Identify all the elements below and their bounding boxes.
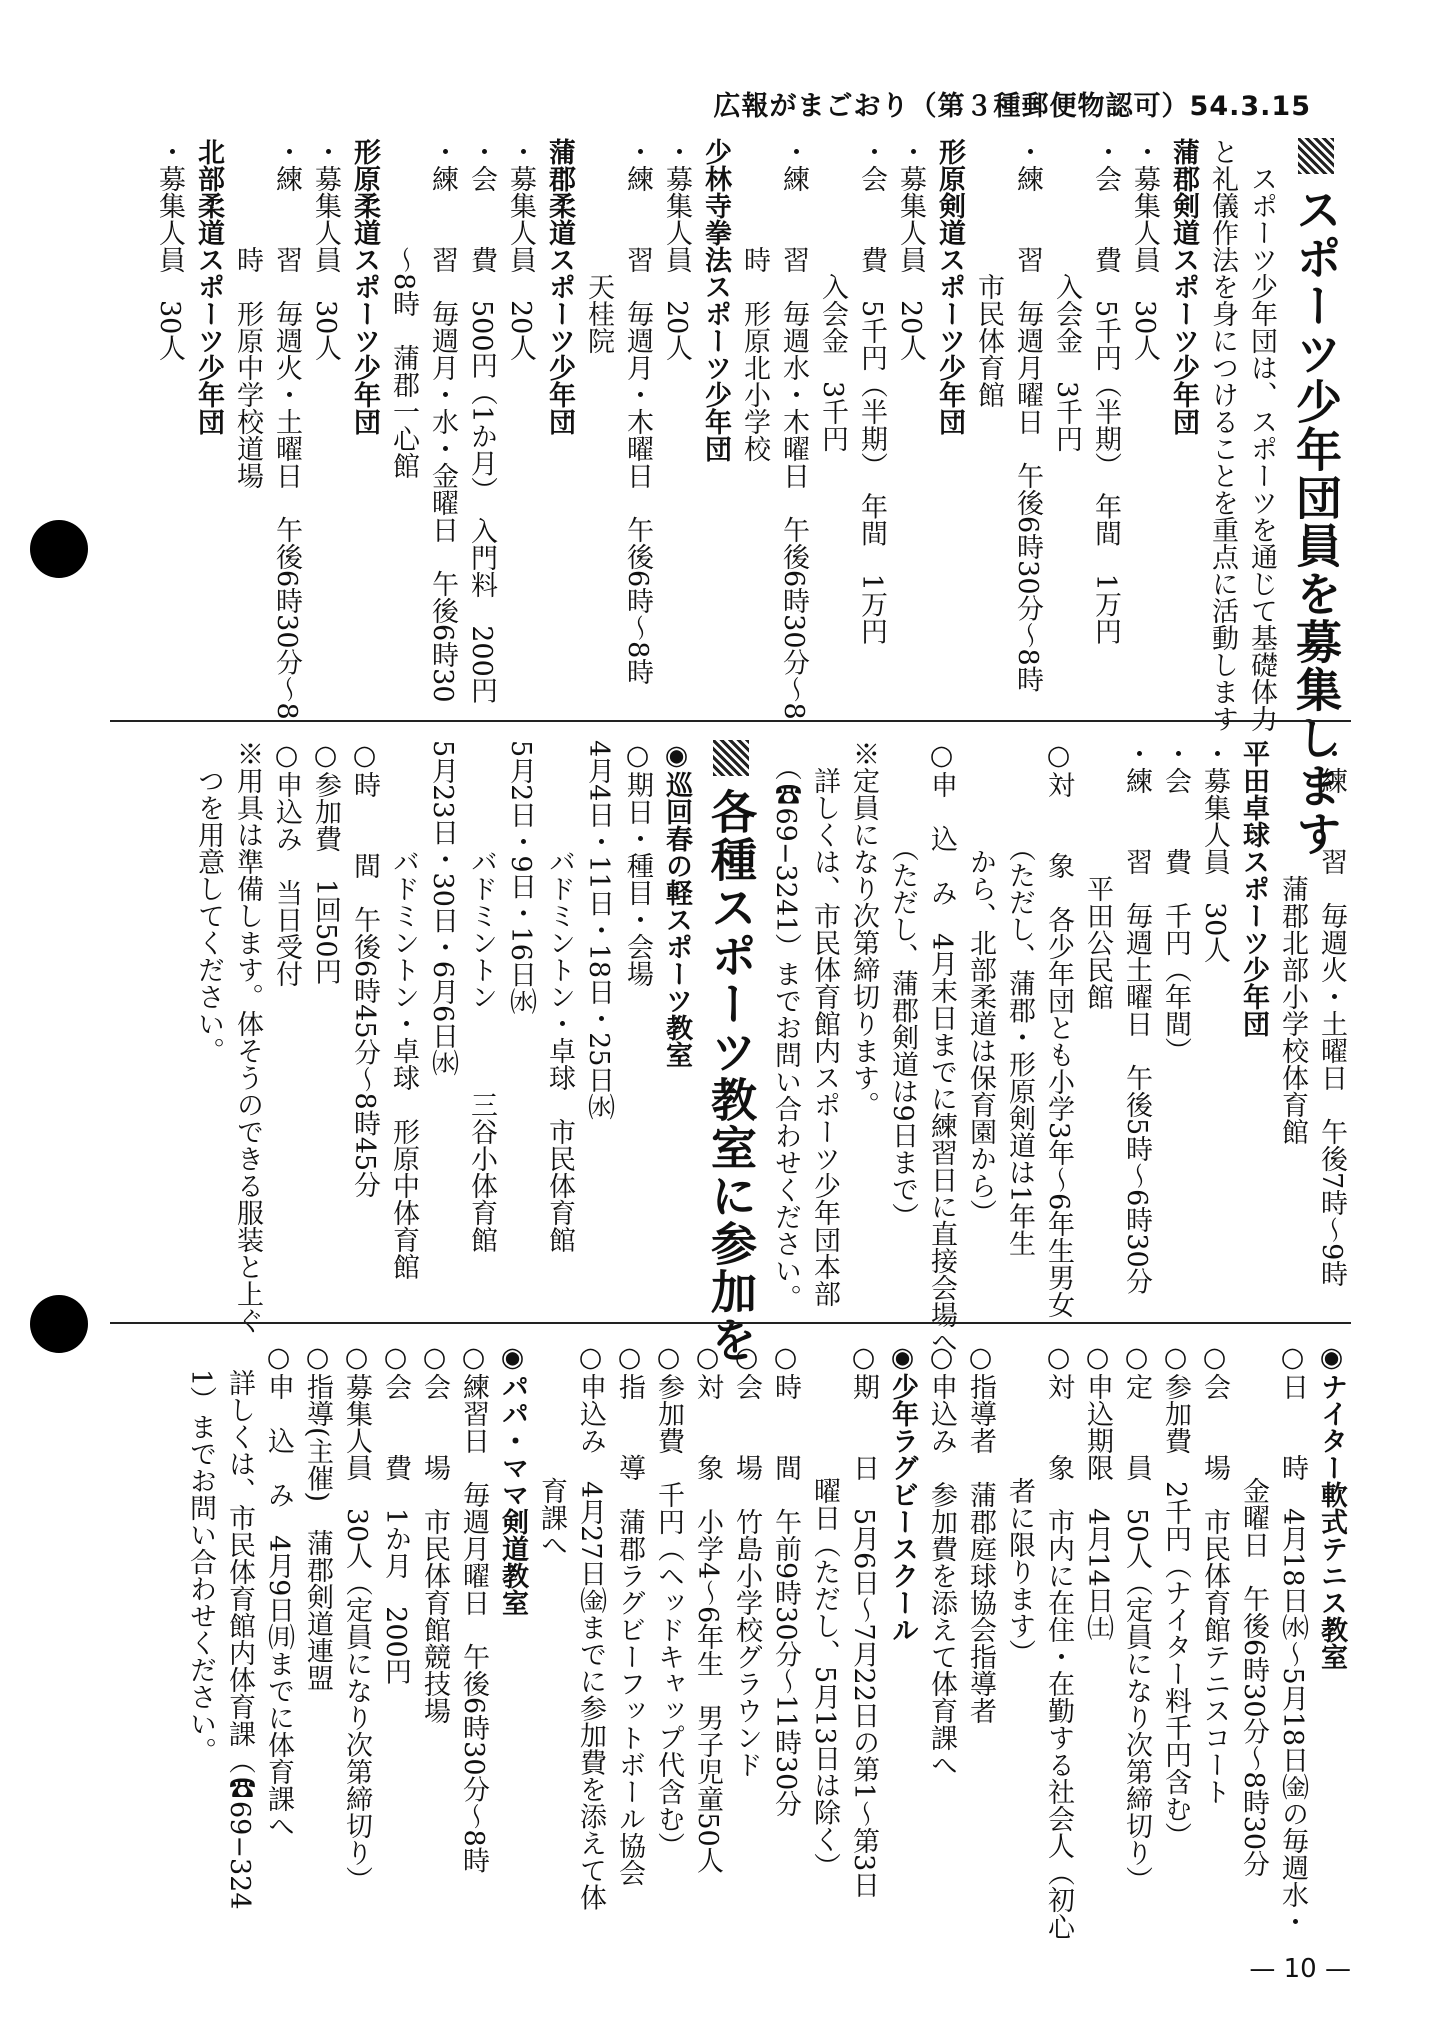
text-line: バドミントン 三谷小体育館 xyxy=(466,740,497,1253)
text-line: ○時 間 午前9時30分〜11時30分 xyxy=(770,1342,801,1818)
text-line: ・練 習 毎週月曜日 午後6時30分〜8時 xyxy=(1012,138,1043,693)
text-line: スポーツ少年団は、スポーツを通じて基礎体力 xyxy=(1246,138,1277,732)
text-line: ○定 員 50人（定員になり次第締切り） xyxy=(1121,1342,1152,1894)
section-title: スポーツ少年団員を募集します xyxy=(1281,138,1351,698)
text-line: ○期日・種目・会場 xyxy=(622,740,653,987)
text-line: ・募集人員 30人 xyxy=(1199,740,1230,964)
text-line: 時 形原北小学校 xyxy=(739,138,770,462)
text-line: （ただし、蒲郡・形原剣道は1年生 xyxy=(1004,740,1035,1257)
section-divider xyxy=(110,1322,1351,1324)
text-line: （ただし、蒲郡剣道は9日まで） xyxy=(887,740,918,1230)
text-line: バドミントン・卓球 市民体育館 xyxy=(544,740,575,1253)
text-line: 天桂院 xyxy=(583,138,614,354)
text-line: ○募集人員 30人（定員になり次第締切り） xyxy=(341,1342,372,1894)
text-line: ○会 場 竹島小学校グラウンド xyxy=(731,1342,762,1778)
text-line: ・練 習 毎週火・土曜日 午後6時30分〜8 xyxy=(271,138,302,720)
text-line: 入会金 3千円 xyxy=(1051,138,1082,453)
text-line: 4月4日・11日・18日・25日㈬ xyxy=(583,740,614,1121)
text-line: ○指導(主催) 蒲郡剣道連盟 xyxy=(302,1342,333,1692)
text-line: ○会 場 市民体育館テニスコート xyxy=(1199,1342,1230,1805)
text-line: ・募集人員 20人 xyxy=(661,138,692,362)
text-line: 市民体育館 xyxy=(973,138,1004,408)
text-line: ○申 込 み 4月末日までに練習日に直接会場へ xyxy=(926,740,957,1356)
subsection-heading: 蒲郡剣道スポーツ少年団 xyxy=(1168,138,1199,435)
text-line: ・会 費 5千円（半期） 年間 1万円 xyxy=(856,138,887,645)
text-line: ○申込み 参加費を添えて体育課へ xyxy=(926,1342,957,1778)
band-sports-classes xyxy=(110,740,1351,1364)
text-line: ・募集人員 30人 xyxy=(310,138,341,362)
text-line: 1）までお問い合わせください。 xyxy=(185,1342,216,1765)
section-title: 各種スポーツ教室に参加を xyxy=(696,740,766,1300)
text-line: 者に限ります） xyxy=(1004,1342,1035,1666)
text-line: （☎69−3241）までお問い合わせください。 xyxy=(770,740,801,1312)
text-line: ○日 時 4月18日㈬〜5月18日㈮の毎週水・ xyxy=(1277,1342,1308,1936)
punch-hole xyxy=(30,1295,88,1353)
text-line: 曜日（ただし、5月13日は除く） xyxy=(809,1342,840,1880)
subsection-heading: 形原剣道スポーツ少年団 xyxy=(934,138,965,435)
text-line: ○指導者 蒲郡庭球協会指導者 xyxy=(965,1342,996,1724)
text-line: ・募集人員 20人 xyxy=(895,138,926,362)
subsection-heading: ◉巡回春の軽スポーツ教室 xyxy=(661,740,692,1068)
punch-hole xyxy=(30,520,88,578)
text-line: ・募集人員 20人 xyxy=(505,138,536,362)
text-line: ○対 象 市内に在住・在勤する社会人（初心 xyxy=(1043,1342,1074,1940)
text-line: 入会金 3千円 xyxy=(817,138,848,453)
page-header: 広報がまごおり（第３種郵便物認可）54.3.15 xyxy=(713,91,1311,122)
band-classes-listing xyxy=(110,1342,1351,1942)
text-line: ○対 象 各少年団とも小学3年〜6年生男女 xyxy=(1043,740,1074,1319)
text-line: ・練 習 毎週土曜日 午後5時〜6時30分 xyxy=(1121,740,1152,1295)
subsection-heading: ◉パパ・ママ剣道教室 xyxy=(497,1342,528,1616)
text-line: ○練習日 毎週月曜日 午後6時30分〜8時 xyxy=(458,1342,489,1874)
section-divider xyxy=(110,720,1351,722)
text-line: 育課へ xyxy=(536,1342,567,1558)
subsection-heading: 北部柔道スポーツ少年団 xyxy=(193,138,224,435)
subsection-heading: 蒲郡柔道スポーツ少年団 xyxy=(544,138,575,435)
subsection-heading: ◉少年ラグビースクール xyxy=(887,1342,918,1643)
text-line: 時 形原中学校道場 xyxy=(232,138,263,489)
text-line: ・練 習 毎週月・水・金曜日 午後6時30 xyxy=(427,138,458,703)
text-line: 〜8時 蒲郡一心館 xyxy=(388,138,419,480)
text-line: ・募集人員 30人 xyxy=(154,138,185,362)
text-line: ・募集人員 30人 xyxy=(1129,138,1160,362)
text-line: ○参加費 2千円（ナイター料千円含む） xyxy=(1160,1342,1191,1850)
text-line: 蒲郡北部小学校体育館 xyxy=(1277,740,1308,1145)
text-line: バドミントン・卓球 形原中体育館 xyxy=(388,740,419,1280)
subsection-heading: ◉ナイター軟式テニス教室 xyxy=(1316,1342,1347,1670)
text-line: ○参加費 1回50円 xyxy=(310,740,341,985)
subsection-heading: 少林寺拳法スポーツ少年団 xyxy=(700,138,731,462)
text-line: ○申 込 み 4月9日㈪までに体育課へ xyxy=(263,1342,294,1840)
text-line: ※定員になり次第締切ります。 xyxy=(848,740,879,1118)
text-line: 平田公民館 xyxy=(1082,740,1113,1010)
subsection-heading: 形原柔道スポーツ少年団 xyxy=(349,138,380,435)
text-line: つを用意してください。 xyxy=(193,740,224,1064)
text-line: ※用具は準備します。体そうのできる服装と上ぐ xyxy=(232,740,263,1334)
text-line: ・会 費 500円（1か月） 入門料 200円 xyxy=(466,138,497,704)
text-line: 詳しくは、市民体育館内スポーツ少年団本部 xyxy=(809,740,840,1307)
subsection-heading: 平田卓球スポーツ少年団 xyxy=(1238,740,1269,1037)
text-line: ○指 導 蒲郡ラグビーフットボール協会 xyxy=(614,1342,645,1886)
text-line: ○会 場 市民体育館競技場 xyxy=(419,1342,450,1724)
text-line: 5月2日・9日・16日㈬ xyxy=(505,740,536,1015)
text-line: ○時 間 午後6時45分〜8時45分 xyxy=(349,740,380,1199)
text-line: ○申込期限 4月14日㈯ xyxy=(1082,1342,1113,1641)
text-line: ・練 習 毎週水・木曜日 午後6時30分〜8 xyxy=(778,138,809,720)
page-number: — 10 — xyxy=(1249,1954,1351,1984)
text-line: から、北部柔道は保育園から） xyxy=(965,740,996,1226)
text-line: ○会 費 1か月 200円 xyxy=(380,1342,411,1685)
text-line: ・会 費 5千円（半期） 年間 1万円 xyxy=(1090,138,1121,645)
text-line: ・練 習 毎週火・土曜日 午後7時〜9時 xyxy=(1316,740,1347,1288)
text-line: ・練 習 毎週月・木曜日 午後6時〜8時 xyxy=(622,138,653,686)
text-line: ○期 日 5月6日〜7月22日の第1〜第3日 xyxy=(848,1342,879,1899)
text-line: 5月23日・30日・6月6日㈬ xyxy=(427,740,458,1077)
text-line: ・会 費 千円（年間） xyxy=(1160,740,1191,1064)
text-line: ○対 象 小学4〜6年生 男子児童50人 xyxy=(692,1342,723,1874)
text-line: ○申込み 当日受付 xyxy=(271,740,302,987)
text-line: ○参加費 千円（ヘッドキャップ代含む） xyxy=(653,1342,684,1859)
text-line: 詳しくは、市民体育館内体育課（☎69−324 xyxy=(224,1342,255,1910)
text-line: ○申込み 4月27日㈮までに参加費を添えて体 xyxy=(575,1342,606,1911)
text-line: 金曜日 午後6時30分〜8時30分 xyxy=(1238,1342,1269,1878)
text-line: と礼儀作法を身につけることを重点に活動します xyxy=(1207,138,1238,732)
band-youth-sports-recruitment xyxy=(110,138,1351,858)
